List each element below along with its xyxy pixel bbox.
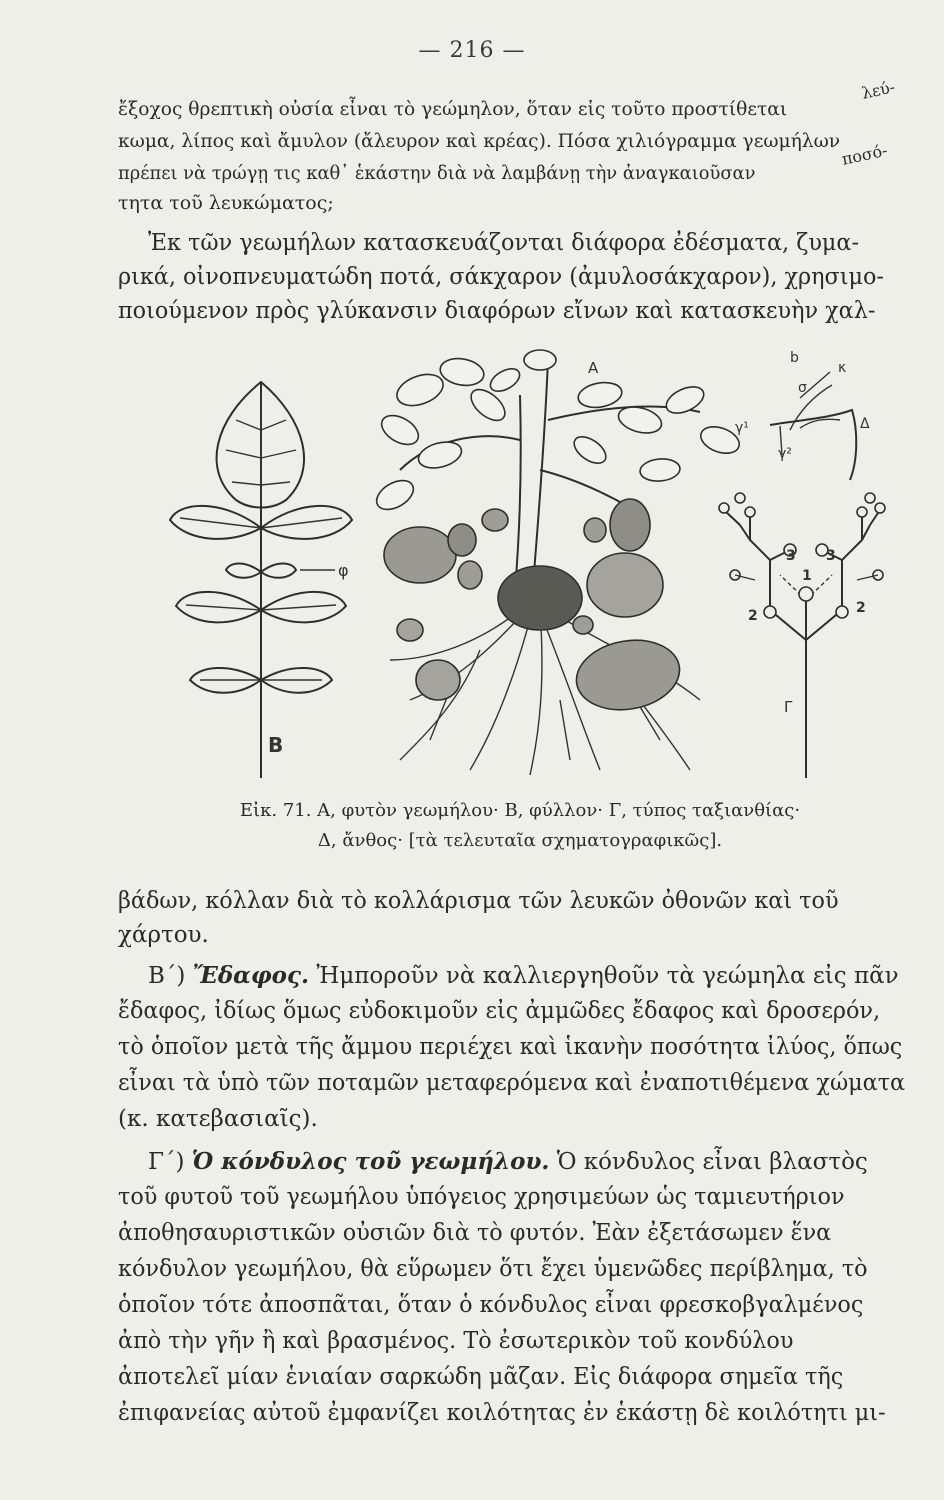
paragraph3-line-2: χάρτου. xyxy=(118,922,209,948)
paragraph2-line-3: ποιούμενον πρὸς γλύκανσιν διαφόρων εἴνων καὶ κατασκευὴν χαλ- xyxy=(118,298,876,324)
section-g-line-6: ἀπὸ τὴν γῆν ἢ καὶ βρασμένος. Τὸ ἐσωτερικὸν τοῦ κονδύλου xyxy=(118,1328,794,1354)
paragraph1-tail-1: λεύ- xyxy=(860,77,897,103)
section-g-line-3: ἀποθησαυριστικῶν οὐσιῶν διὰ τὸ φυτόν. Ἐὰν ἐξετάσωμεν ἕνα xyxy=(118,1220,832,1246)
paragraph2-line-1: Ἐκ τῶν γεωμήλων κατασκευάζονται διάφορα ἐδέσματα, ζυμα- xyxy=(148,230,859,256)
inflorescence-diagram-g xyxy=(719,493,885,778)
section-g-line-2: τοῦ φυτοῦ τοῦ γεωμήλου ὑπόγειος χρησιμεύων ὡς ταμιευτήριον xyxy=(118,1184,845,1210)
label-b: B xyxy=(268,733,284,757)
section-b-marker: Β´) xyxy=(148,963,186,989)
potato-plant-a xyxy=(372,350,743,775)
section-g-line-7: ἀποτελεῖ μίαν ἑνιαίαν σαρκώδη μᾶζαν. Εἰς διάφορα σημεῖα τῆς xyxy=(118,1364,844,1390)
section-g-heading: Ὁ κόνδυλος τοῦ γεωμήλου. xyxy=(191,1148,550,1175)
label-phi: φ xyxy=(338,561,349,580)
section-g-line-8: ἐπιφανείας αὐτοῦ ἐμφανίζει κοιλότητας ἐν ἑκάστῃ δὲ κοιλότητι μι- xyxy=(118,1400,886,1426)
label-n2a: 2 xyxy=(748,608,758,624)
section-b-line-4: εἶναι τὰ ὑπὸ τῶν ποταμῶν μεταφερόμενα καὶ ἐναποτιθέμενα χώματα xyxy=(118,1070,906,1096)
section-b-line-2: ἔδαφος, ἰδίως ὅμως εὐδοκιμοῦν εἰς ἀμμῶδες ἔδαφος καὶ δροσερόν, xyxy=(118,998,881,1024)
paragraph1-line-3: πρέπει νὰ τρώγῃ τις καθ᾿ ἑκάστην διὰ νὰ λαμβάνῃ τὴν ἀναγκαιοῦσαν xyxy=(118,162,756,184)
label-flower-s: σ xyxy=(798,380,807,396)
section-g-line-1: Ὁ κόνδυλος εἶναι βλαστὸς xyxy=(556,1149,868,1175)
label-a: A xyxy=(588,359,599,377)
label-d: Δ xyxy=(860,416,870,432)
flower-diagram-d xyxy=(770,372,856,480)
label-flower-k: κ xyxy=(838,360,847,376)
label-g1: γ¹ xyxy=(735,420,749,436)
section-b-line-1: Ἠμποροῦν νὰ καλλιεργηθοῦν τὰ γεώμηλα εἰς πᾶν xyxy=(316,963,899,989)
paragraph1-line-1: ἔξοχος θρεπτικὴ οὐσία εἶναι τὸ γεώμηλον, ὅταν εἰς τοῦτο προστίθεται xyxy=(118,98,788,120)
label-g2: γ² xyxy=(778,446,792,462)
section-b-heading: Ἔδαφος. xyxy=(192,962,310,989)
page-number: — 216 — xyxy=(418,38,526,63)
leaf-diagram-b xyxy=(170,382,352,778)
paragraph3-line-1: βάδων, κόλλαν διὰ τὸ κολλάρισμα τῶν λευκῶν ὀθονῶν καὶ τοῦ xyxy=(118,888,839,914)
section-b-line-3: τὸ ὁποῖον μετὰ τῆς ἄμμου περιέχει καὶ ἱκανὴν ποσότητα ἰλύος, ὅπως xyxy=(118,1034,903,1060)
figure-caption-line-2: Δ, ἄνθος· [τὰ τελευταῖα σχηματογραφικῶς]. xyxy=(317,830,723,851)
section-b-line-5: (κ. κατεβασιαῖς). xyxy=(118,1106,318,1132)
section-g-line-5: ὁποῖον τότε ἀποσπᾶται, ὅταν ὁ κόνδυλος εἶναι φρεσκοβγαλμένος xyxy=(118,1292,864,1318)
paragraph1-tail-2: ποσό- xyxy=(840,140,890,169)
label-flower-b: b xyxy=(790,350,799,366)
paragraph2-line-2: ρικά, οἰνοπνευματώδη ποτά, σάκχαρον (ἀμυλοσάκχαρον), χρησιμο- xyxy=(118,264,884,290)
label-n3a: 3 xyxy=(786,548,796,564)
section-g-marker: Γ´) xyxy=(148,1149,185,1175)
paragraph1-line-2: κωμα, λίπος καὶ ἄμυλον (ἄλευρον καὶ κρέας). Πόσα χιλιόγραμμα γεωμήλων xyxy=(118,130,841,152)
label-n1: 1 xyxy=(802,568,812,584)
label-g: Γ xyxy=(784,698,793,716)
label-n2b: 2 xyxy=(856,600,866,616)
section-b-first-line xyxy=(148,962,899,989)
section-g-line-4: κόνδυλον γεωμήλου, θὰ εὕρωμεν ὅτι ἔχει ὑμενῶδες περίβλημα, τὸ xyxy=(118,1256,868,1282)
label-n3b: 3 xyxy=(826,548,836,564)
section-g-first-line xyxy=(148,1148,868,1175)
figure-caption-line-1: Εἰκ. 71. Α, φυτὸν γεωμήλου· Β, φύλλον· Γ, τύπος ταξιανθίας· xyxy=(239,800,801,821)
paragraph1-line-4: τητα τοῦ λευκώματος; xyxy=(118,192,334,214)
